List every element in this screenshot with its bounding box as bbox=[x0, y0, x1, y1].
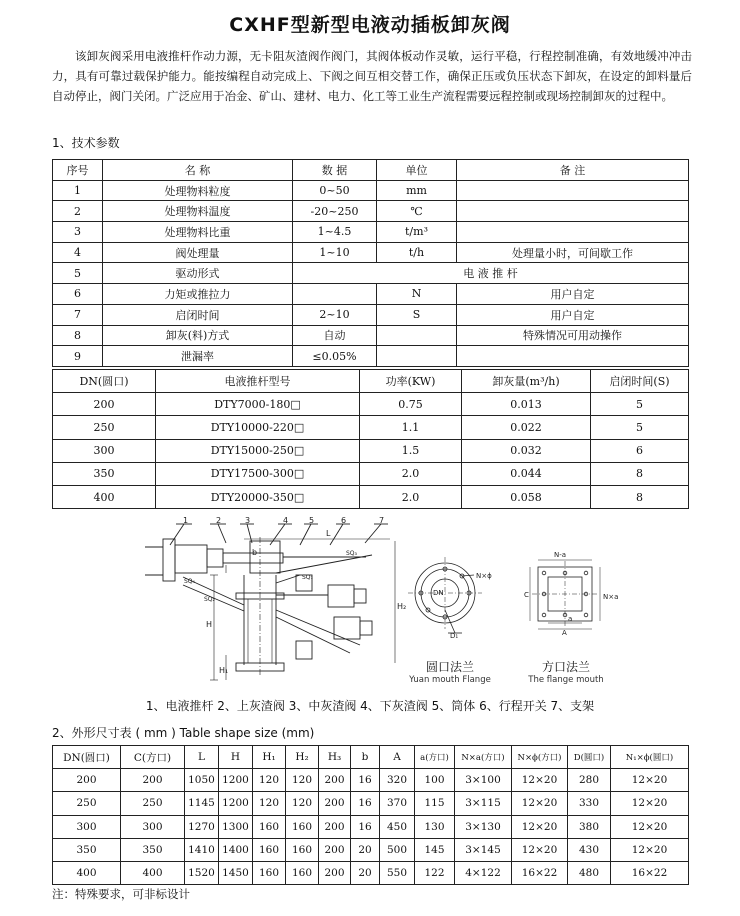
table-row bbox=[53, 485, 689, 508]
table-row bbox=[53, 439, 689, 462]
cell: 2.0 bbox=[360, 462, 462, 485]
sq4-label: SQ₄ bbox=[184, 578, 195, 585]
cell: 3×115 bbox=[455, 792, 512, 815]
header-cell: A bbox=[380, 746, 415, 769]
dim-H: H bbox=[206, 620, 213, 629]
cell: 1.5 bbox=[360, 439, 462, 462]
cell: 500 bbox=[380, 838, 415, 861]
cell: 0.058 bbox=[462, 485, 591, 508]
cell: 卸灰(料)方式 bbox=[103, 325, 293, 346]
callout-4: 4 bbox=[283, 516, 289, 525]
cell: 200 bbox=[53, 393, 156, 416]
cell: 400 bbox=[53, 861, 121, 884]
cell: 0~50 bbox=[293, 180, 377, 201]
table-row bbox=[53, 180, 689, 201]
round-flange-d1-label: D₁ bbox=[450, 632, 459, 640]
table-row bbox=[53, 861, 689, 884]
cell bbox=[377, 346, 457, 367]
cell: 120 bbox=[286, 792, 319, 815]
cell: 430 bbox=[568, 838, 611, 861]
cell: 250 bbox=[53, 792, 121, 815]
cell: 6 bbox=[53, 284, 103, 305]
cell: DTY20000-350□ bbox=[156, 485, 360, 508]
cell bbox=[457, 222, 689, 243]
square-flange-caption-en: The flange mouth bbox=[528, 675, 604, 685]
cell: 用户自定 bbox=[457, 284, 689, 305]
cell: 160 bbox=[286, 861, 319, 884]
cell: ℃ bbox=[377, 201, 457, 222]
cell: DTY7000-180□ bbox=[156, 393, 360, 416]
cell: 20 bbox=[351, 861, 380, 884]
cell: 8 bbox=[591, 485, 689, 508]
cell: 1400 bbox=[219, 838, 253, 861]
cell: ≤0.05% bbox=[293, 346, 377, 367]
cell: 3 bbox=[53, 222, 103, 243]
header-cell: a(方口) bbox=[415, 746, 455, 769]
cell: 3×130 bbox=[455, 815, 512, 838]
cell: S bbox=[377, 304, 457, 325]
cell: 0.044 bbox=[462, 462, 591, 485]
cell: 122 bbox=[415, 861, 455, 884]
sq1-label: SQ₁ bbox=[302, 574, 313, 581]
cell: 1300 bbox=[219, 815, 253, 838]
cell: 1520 bbox=[185, 861, 219, 884]
cell: 1 bbox=[53, 180, 103, 201]
cell: 4×122 bbox=[455, 861, 512, 884]
valve-body bbox=[183, 537, 372, 675]
square-flange-drawing bbox=[530, 560, 600, 629]
cell: 16×22 bbox=[512, 861, 568, 884]
section-title-params: 1、技术参数 bbox=[52, 136, 120, 150]
dimensions-table bbox=[52, 745, 689, 885]
header-cell: N×ϕ(方口) bbox=[512, 746, 568, 769]
cell: 200 bbox=[121, 769, 185, 792]
cell: 处理物料比重 bbox=[103, 222, 293, 243]
cell: 350 bbox=[121, 838, 185, 861]
cell: 5 bbox=[591, 416, 689, 439]
cell: 4 bbox=[53, 242, 103, 263]
header-cell: H bbox=[219, 746, 253, 769]
cell: 8 bbox=[53, 325, 103, 346]
cell: 6 bbox=[591, 439, 689, 462]
cell: 12×20 bbox=[611, 838, 689, 861]
cell: 300 bbox=[121, 815, 185, 838]
cell: 16 bbox=[351, 792, 380, 815]
cell: 启闭时间 bbox=[103, 304, 293, 325]
cell: 400 bbox=[53, 485, 156, 508]
table-row bbox=[53, 284, 689, 305]
cell: 300 bbox=[53, 815, 121, 838]
cell: 处理物料粒度 bbox=[103, 180, 293, 201]
cell: DTY17500-300□ bbox=[156, 462, 360, 485]
cell: 8 bbox=[591, 462, 689, 485]
cell: 115 bbox=[415, 792, 455, 815]
cell: 阀处理量 bbox=[103, 242, 293, 263]
cell: 0.013 bbox=[462, 393, 591, 416]
cell: 处理量小时，可间歇工作 bbox=[457, 242, 689, 263]
cell: 250 bbox=[53, 416, 156, 439]
header-cell: 卸灰量(m³/h) bbox=[462, 370, 591, 393]
sq2-label: SQ₂ bbox=[204, 596, 215, 603]
cell: 200 bbox=[319, 838, 351, 861]
cell: 160 bbox=[286, 815, 319, 838]
cell: 450 bbox=[380, 815, 415, 838]
cell: 370 bbox=[380, 792, 415, 815]
cell: 145 bbox=[415, 838, 455, 861]
cell: 130 bbox=[415, 815, 455, 838]
cell: 100 bbox=[415, 769, 455, 792]
header-cell: DN(圆口) bbox=[53, 746, 121, 769]
callout-2: 2 bbox=[216, 516, 222, 525]
header-cell: C(方口) bbox=[121, 746, 185, 769]
cell: 350 bbox=[53, 462, 156, 485]
cell bbox=[457, 180, 689, 201]
cell: -20~250 bbox=[293, 201, 377, 222]
header-cell: L bbox=[185, 746, 219, 769]
cell: 1145 bbox=[185, 792, 219, 815]
cell: 120 bbox=[286, 769, 319, 792]
cell: 3×145 bbox=[455, 838, 512, 861]
cell: 5 bbox=[591, 393, 689, 416]
cell: 350 bbox=[53, 838, 121, 861]
cell: 320 bbox=[380, 769, 415, 792]
round-flange-drawing bbox=[408, 557, 482, 633]
callout-6: 6 bbox=[341, 516, 347, 525]
cell: 1~10 bbox=[293, 242, 377, 263]
cell: 电 液 推 杆 bbox=[293, 263, 689, 284]
cell: 400 bbox=[121, 861, 185, 884]
cell: 550 bbox=[380, 861, 415, 884]
intro-paragraph: 该卸灰阀采用电液推杆作动力源，无卡阻灰渣阀作阀门，其阀体板动作灵敏，运行平稳，行程控制准确，有效地缓冲冲击力，具有可靠过载保护能力。能按编程自动完成上、下阀之间互相交替工作，确保正压或负压状态下卸灰，在设定的卸料量后自动停止，阀门关闭。广泛应用于冶金、矿山、建材、电力、化工等工业生产流程需要远程控制或现场控制卸灰的过程中。 bbox=[52, 49, 692, 103]
table-row bbox=[53, 792, 689, 815]
cell: 3×100 bbox=[455, 769, 512, 792]
footnote: 注：特殊要求，可非标设计 bbox=[52, 887, 190, 901]
cell: 160 bbox=[286, 838, 319, 861]
callout-leaders bbox=[170, 524, 388, 545]
cell: 200 bbox=[319, 769, 351, 792]
header-cell: 名 称 bbox=[103, 160, 293, 181]
callout-3: 3 bbox=[245, 516, 251, 525]
cell bbox=[293, 284, 377, 305]
header-cell: H₁ bbox=[253, 746, 286, 769]
cell: 驱动形式 bbox=[103, 263, 293, 284]
table-row bbox=[53, 462, 689, 485]
cell: 泄漏率 bbox=[103, 346, 293, 367]
header-cell: 功率(KW) bbox=[360, 370, 462, 393]
technical-params-table bbox=[52, 159, 689, 367]
header-cell: 备 注 bbox=[457, 160, 689, 181]
cell: 0.032 bbox=[462, 439, 591, 462]
cell: 20 bbox=[351, 838, 380, 861]
square-flange-a-small-label: a bbox=[568, 615, 573, 623]
cell: 处理物料温度 bbox=[103, 201, 293, 222]
cell: 1200 bbox=[219, 792, 253, 815]
cell: 9 bbox=[53, 346, 103, 367]
dim-b: b bbox=[252, 548, 258, 557]
cell: 2.0 bbox=[360, 485, 462, 508]
header-cell: H₂ bbox=[286, 746, 319, 769]
cell: 200 bbox=[319, 861, 351, 884]
cell: 12×20 bbox=[611, 792, 689, 815]
cell: 200 bbox=[53, 769, 121, 792]
header-cell: 数 据 bbox=[293, 160, 377, 181]
cell: 1450 bbox=[219, 861, 253, 884]
header-cell: H₃ bbox=[319, 746, 351, 769]
cell: 0.022 bbox=[462, 416, 591, 439]
table-row bbox=[53, 815, 689, 838]
model-table bbox=[52, 369, 689, 509]
cell: 120 bbox=[253, 769, 286, 792]
cell: 1200 bbox=[219, 769, 253, 792]
cell: 5 bbox=[53, 263, 103, 284]
cell bbox=[457, 346, 689, 367]
header-cell: N×a(方口) bbox=[455, 746, 512, 769]
cell bbox=[457, 201, 689, 222]
dim-H1: H₁ bbox=[219, 666, 229, 675]
table-row bbox=[53, 838, 689, 861]
square-flange-c-label: C bbox=[524, 591, 529, 599]
table-row bbox=[53, 222, 689, 243]
dim-H2: H₂ bbox=[397, 602, 407, 611]
table-row bbox=[53, 769, 689, 792]
header-cell: 单位 bbox=[377, 160, 457, 181]
table-header-row bbox=[53, 370, 689, 393]
cell: N bbox=[377, 284, 457, 305]
cell: DTY15000-250□ bbox=[156, 439, 360, 462]
cell bbox=[377, 325, 457, 346]
callout-5: 5 bbox=[309, 516, 315, 525]
header-cell: DN(圆口) bbox=[53, 370, 156, 393]
cell: 2~10 bbox=[293, 304, 377, 325]
cell: 1.1 bbox=[360, 416, 462, 439]
round-flange-caption-en: Yuan mouth Flange bbox=[409, 675, 491, 685]
cell: 160 bbox=[253, 838, 286, 861]
cell: 330 bbox=[568, 792, 611, 815]
cell: 7 bbox=[53, 304, 103, 325]
cell: 16×22 bbox=[611, 861, 689, 884]
cell: 16 bbox=[351, 815, 380, 838]
header-cell: D(圆口) bbox=[568, 746, 611, 769]
cell: 自动 bbox=[293, 325, 377, 346]
square-flange-nxa-label: N×a bbox=[603, 593, 619, 601]
header-cell: 序号 bbox=[53, 160, 103, 181]
cell: 力矩或推拉力 bbox=[103, 284, 293, 305]
section-title-dims: 2、外形尺寸表 ( mm ) Table shape size (mm) bbox=[52, 726, 315, 740]
table-row bbox=[53, 263, 689, 284]
round-flange-dn-label: DN bbox=[433, 589, 444, 597]
square-flange-caption bbox=[516, 658, 616, 685]
table-header-row bbox=[53, 160, 689, 181]
cell: 280 bbox=[568, 769, 611, 792]
cell: 16 bbox=[351, 769, 380, 792]
round-flange-caption-cn: 圆口法兰 bbox=[425, 660, 474, 674]
header-cell: N₁×ϕ(圆口) bbox=[611, 746, 689, 769]
cell: 特殊情况可用动操作 bbox=[457, 325, 689, 346]
cell: 480 bbox=[568, 861, 611, 884]
cell: 12×20 bbox=[611, 815, 689, 838]
cell: 160 bbox=[253, 861, 286, 884]
cell: 380 bbox=[568, 815, 611, 838]
round-flange-caption bbox=[400, 658, 500, 685]
square-flange-a-label: A bbox=[562, 629, 567, 637]
table-row bbox=[53, 201, 689, 222]
cell: 1270 bbox=[185, 815, 219, 838]
cell: 12×20 bbox=[512, 815, 568, 838]
cell: 1410 bbox=[185, 838, 219, 861]
cell: 1~4.5 bbox=[293, 222, 377, 243]
header-cell: 启闭时间(S) bbox=[591, 370, 689, 393]
parts-legend: 1、电液推杆 2、上灰渣阀 3、中灰渣阀 4、下灰渣阀 5、筒体 6、行程开关 7、支架 bbox=[145, 699, 595, 713]
cell: 12×20 bbox=[611, 769, 689, 792]
cell: 160 bbox=[253, 815, 286, 838]
cell: 12×20 bbox=[512, 769, 568, 792]
round-flange-bolt-label: N×ϕ bbox=[476, 572, 492, 580]
header-cell: 电液推杆型号 bbox=[156, 370, 360, 393]
cell: 12×20 bbox=[512, 838, 568, 861]
table-row bbox=[53, 416, 689, 439]
cell: 120 bbox=[253, 792, 286, 815]
cell: 12×20 bbox=[512, 792, 568, 815]
cell: 300 bbox=[53, 439, 156, 462]
actuator-top bbox=[163, 539, 366, 581]
cell: 200 bbox=[319, 792, 351, 815]
cell: 0.75 bbox=[360, 393, 462, 416]
cell: mm bbox=[377, 180, 457, 201]
table-row bbox=[53, 242, 689, 263]
header-cell: b bbox=[351, 746, 380, 769]
callout-1: 1 bbox=[183, 516, 189, 525]
table-row bbox=[53, 304, 689, 325]
valve-drawing bbox=[0, 515, 740, 695]
sq3-label: SQ₃ bbox=[346, 550, 357, 557]
page-title: CXHF型新型电液动插板卸灰阀 bbox=[229, 14, 511, 36]
table-header-row bbox=[53, 746, 689, 769]
square-flange-na-label: N-a bbox=[554, 551, 567, 559]
cell: t/h bbox=[377, 242, 457, 263]
table-row bbox=[53, 325, 689, 346]
table-row bbox=[53, 393, 689, 416]
cell: t/m³ bbox=[377, 222, 457, 243]
callout-7: 7 bbox=[379, 516, 385, 525]
cell: DTY10000-220□ bbox=[156, 416, 360, 439]
cell: 200 bbox=[319, 815, 351, 838]
actuator-middle bbox=[276, 575, 366, 607]
cell: 用户自定 bbox=[457, 304, 689, 325]
cell: 2 bbox=[53, 201, 103, 222]
dim-L: L bbox=[326, 529, 331, 538]
square-flange-caption-cn: 方口法兰 bbox=[541, 660, 590, 674]
table-row bbox=[53, 346, 689, 367]
cell: 250 bbox=[121, 792, 185, 815]
cell: 1050 bbox=[185, 769, 219, 792]
